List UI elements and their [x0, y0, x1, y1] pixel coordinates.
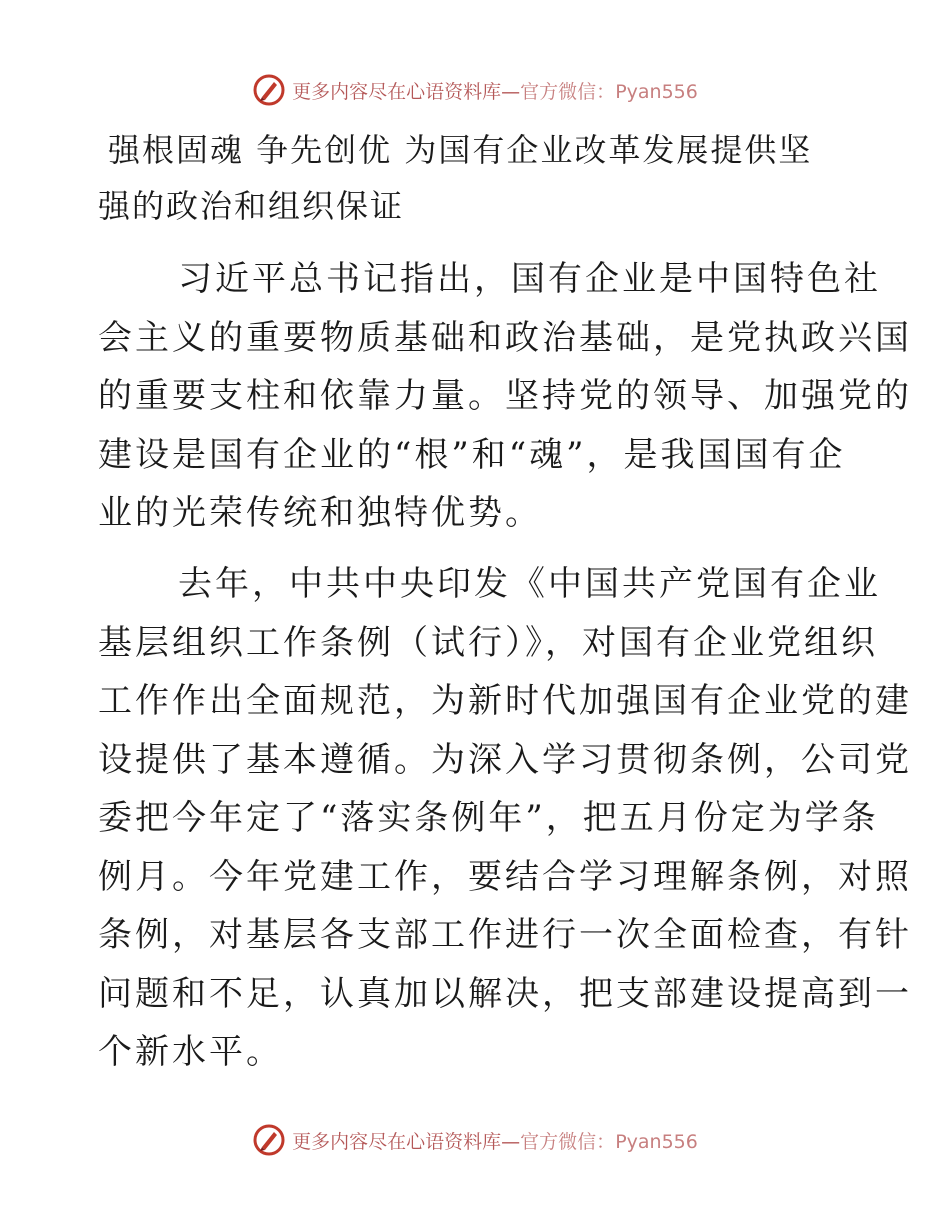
brand-logo-icon — [252, 1123, 286, 1157]
title-line: 强根固魂 争先创优 为国有企业改革发展提供坚 — [108, 131, 813, 169]
paragraph-line: 条例，对基层各支部工作进行一次全面检查，有针 — [98, 915, 912, 955]
header-wechat-label: 官方微信： — [520, 80, 616, 103]
paragraph-line: 例月。今年党建工作，要结合学习理解条例，对照 — [98, 856, 912, 897]
header-banner — [0, 70, 950, 110]
title-line: 强的政治和组织保证 — [98, 187, 405, 225]
paragraph-line: 的重要支柱和依靠力量。坚持党的领导、加强党的 — [98, 376, 912, 416]
header-dash: — — [501, 80, 521, 103]
document-title — [98, 122, 858, 234]
paragraph-line: 建设是国有企业的“根”和“魂”，是我国国有企 — [98, 434, 846, 475]
paragraph-line: 会主义的重要物质基础和政治基础，是党执政兴国 — [98, 317, 912, 358]
paragraph-2 — [98, 555, 912, 1082]
header-wechat-id: Pyan556 — [615, 80, 698, 103]
paragraph-line: 问题和不足，认真加以解决，把支部建设提高到一 — [98, 973, 912, 1014]
header-banner-text — [292, 77, 698, 104]
paragraph-line: 工作作出全面规范，为新时代加强国有企业党的建 — [98, 681, 912, 721]
header-site-text: 更多内容尽在心语资料库 — [292, 80, 502, 103]
paragraph-line: 委把今年定了“落实条例年”，把五月份定为学条 — [98, 798, 879, 838]
footer-wechat-id: Pyan556 — [615, 1130, 698, 1153]
paragraph-line: 业的光荣传统和独特优势。 — [98, 493, 542, 533]
footer-banner — [0, 1120, 950, 1160]
paragraph-line: 去年，中共中央印发《中国共产党国有企业 — [178, 564, 881, 604]
paragraph-line: 个新水平。 — [98, 1032, 283, 1072]
paragraph-line: 习近平总书记指出，国有企业是中国特色社 — [178, 259, 881, 299]
paragraph-line: 设提供了基本遵循。为深入学习贯彻条例，公司党 — [98, 739, 912, 780]
footer-banner-text — [292, 1127, 698, 1154]
paragraph-1 — [98, 250, 912, 543]
footer-site-text: 更多内容尽在心语资料库 — [292, 1130, 502, 1153]
footer-wechat-label: 官方微信： — [520, 1130, 616, 1153]
footer-dash: — — [501, 1130, 521, 1153]
paragraph-line: 基层组织工作条例（试行）》，对国有企业党组织 — [98, 622, 878, 663]
brand-logo-icon — [252, 73, 286, 107]
